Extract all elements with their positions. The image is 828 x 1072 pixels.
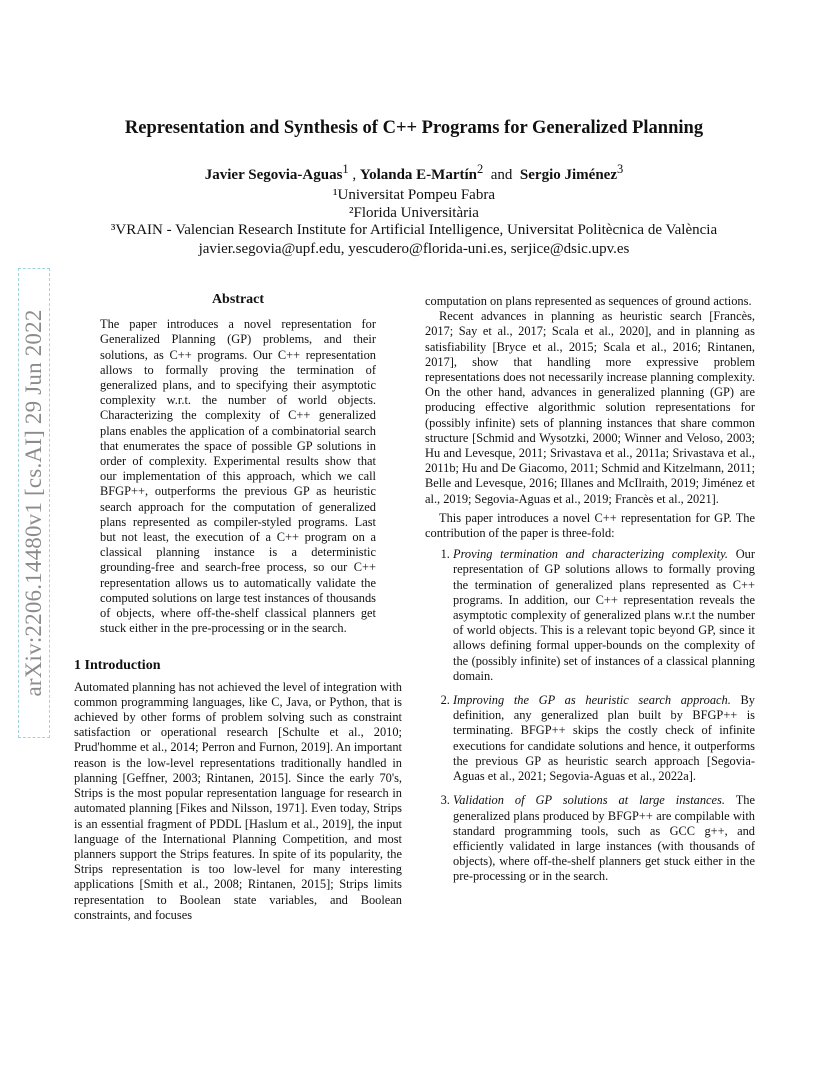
affiliation-2: ²Florida Universitària — [349, 205, 479, 221]
contribution-intro: This paper introduces a novel C++ representation for GP. The contribution of the paper is three-fold: — [425, 510, 755, 541]
affiliation-1: ¹Universitat Pompeu Fabra — [333, 187, 495, 203]
contribution-item-2 — [453, 693, 755, 784]
author-2: Yolanda E-Martín — [359, 167, 477, 183]
contribution-item-3 — [453, 793, 755, 884]
affiliation-3: ³VRAIN - Valencian Research Institute for Artificial Intelligence, Universitat Politècnica de València — [110, 222, 718, 238]
intro-continuation: computation on plans represented as sequences of ground actions. — [425, 294, 752, 308]
abstract-heading: Abstract — [211, 292, 265, 307]
contribution-3-body: The generalized plans produced by BFGP++ are compilable with standard programming tools, such as GCC g++, and efficiently validated in large instances (with thousands of objects), where off-the-shelf planners get stuck either in the pre-processing or in the search. — [453, 793, 755, 884]
author-3-affil: 3 — [616, 162, 624, 176]
arxiv-id-text: arXiv:2206.14480v1 [cs.AI] 29 Jun 2022 — [21, 309, 46, 697]
left-column — [74, 292, 402, 923]
contribution-1-head: Proving termination and characterizing complexity. — [453, 547, 729, 562]
contribution-3-head: Validation of GP solutions at large instances. — [453, 793, 725, 808]
contribution-1-body: Our representation of GP solutions allows to formally proving the termination of generalized plans represented as C++ programs. In addition, our C++ representation reveals the asymptotic complexity of generalized plans w.r.t the number of world objects. This is a relevant topic beyond GP, since it allows defining formal upper-bounds on the complexity of the (possibly infinite) set of instances of a classical planning domain. — [453, 547, 755, 683]
intro-paragraph: Automated planning has not achieved the level of integration with common programming languages, like C, Java, or Python, that is achieved by other forms of problem solving such as constraint satisfaction or operational research [Schulte et al., 2010; Prud'homme et al., 2014; Perron and Furnon, 2019]. An important reason is the low-level representations traditionally handled in planning [Geffner, 2003; Rintanen, 2015]. Since the early 70's, Strips is the most popular representation language for research in automated planning [Fikes and Nilsson, 1971]. Even today, Strips is an essential fragment of PDDL [Haslum et al., 2019], the input language of the International Planning Competition, and most planners support the Strips features. In spite of its popularity, the Strips representation is too low-level for many interesting applications [Smith et al., 2008; Rintanen, 2015]; Strips limits representation to Boolean state variables, and Boolean constraints, and focuses — [74, 679, 402, 922]
author-conjunction: and — [490, 167, 513, 183]
author-1-affil: 1 — [342, 162, 349, 176]
author-list: Javier Segovia-Aguas$^1$ , Yolanda E-Martín$^2$ and Sergio Jiménez$^3$ — [204, 162, 624, 183]
related-work-paragraph: Recent advances in planning as heuristic search [Francès, 2017; Say et al., 2017; Scala et al., 2020], and in planning as satisfiability [Bryce et al., 2015; Scala et al., 2016; Rintanen, 2017], show that handling more expressive problem representations does not necessarily increase planning complexity. On the other hand, advances in generalized planning (GP) are producing effective algorithmic solution representations for (possibly infinite) sets of planning instances that share common structure [Schmid and Wysotzki, 2000; Winner and Veloso, 2003; Hu and Levesque, 2011; Srivastava et al., 2011a; Srivastava et al., 2011b; Hu and De Giacomo, 2011; Schmid and Kitzelmann, 2011; Belle and Levesque, 2016; Illanes and McIlraith, 2019; Jiménez et al., 2019; Segovia-Aguas et al., 2019; Francès et al., 2021]. — [425, 309, 756, 506]
author-1: Javier Segovia-Aguas — [204, 167, 343, 183]
author-emails: javier.segovia@upf.edu, yescudero@florida-uni.es, serjice@dsic.upv.es — [198, 241, 630, 257]
contribution-list — [425, 547, 755, 884]
paper-title: Representation and Synthesis of C++ Programs for Generalized Planning — [124, 118, 704, 138]
arxiv-sidebar-stamp — [18, 268, 50, 738]
abstract-text: The paper introduces a novel representation for Generalized Planning (GP) problems, and their solutions, as C++ programs. Our C++ representation allows to formally proving the termination of generalized plans, and to specifying their asymptotic complexity w.r.t. the number of world objects. Characterizing the complexity of C++ generalized plans enables the application of a combinatorial search that enumerates the space of possible GP solutions in order of complexity. Experimental results show that our implementation of this approach, which we call BFGP++, outperforms the previous GP as heuristic search approach for the computation of generalized plans represented as compiler-styled programs. Last but not least, the execution of a C++ program on a classical planning instance is a deterministic grounding-free and search-free process, so our C++ representation allows us to automatically validate the computed solutions on large test instances of thousands of objects, where off-the-shelf classical planners get stuck either in the pre-processing or in the search. — [100, 317, 376, 636]
author-2-affil: 2 — [477, 162, 484, 176]
right-column — [425, 294, 755, 894]
intro-heading: 1 Introduction — [74, 658, 161, 674]
contribution-2-body: By definition, any generalized plan built by BFGP++ is terminating. BFGP++ skips the costly check of infinite executions for candidate solutions and hence, it outperforms the previous GP as heuristic search approach [Segovia-Aguas et al., 2021; Segovia-Aguas et al., 2022a]. — [453, 693, 755, 784]
contribution-item-1 — [453, 547, 755, 684]
contribution-2-head: Improving the GP as heuristic search approach. — [453, 693, 731, 708]
author-3: Sergio Jiménez — [519, 167, 617, 183]
